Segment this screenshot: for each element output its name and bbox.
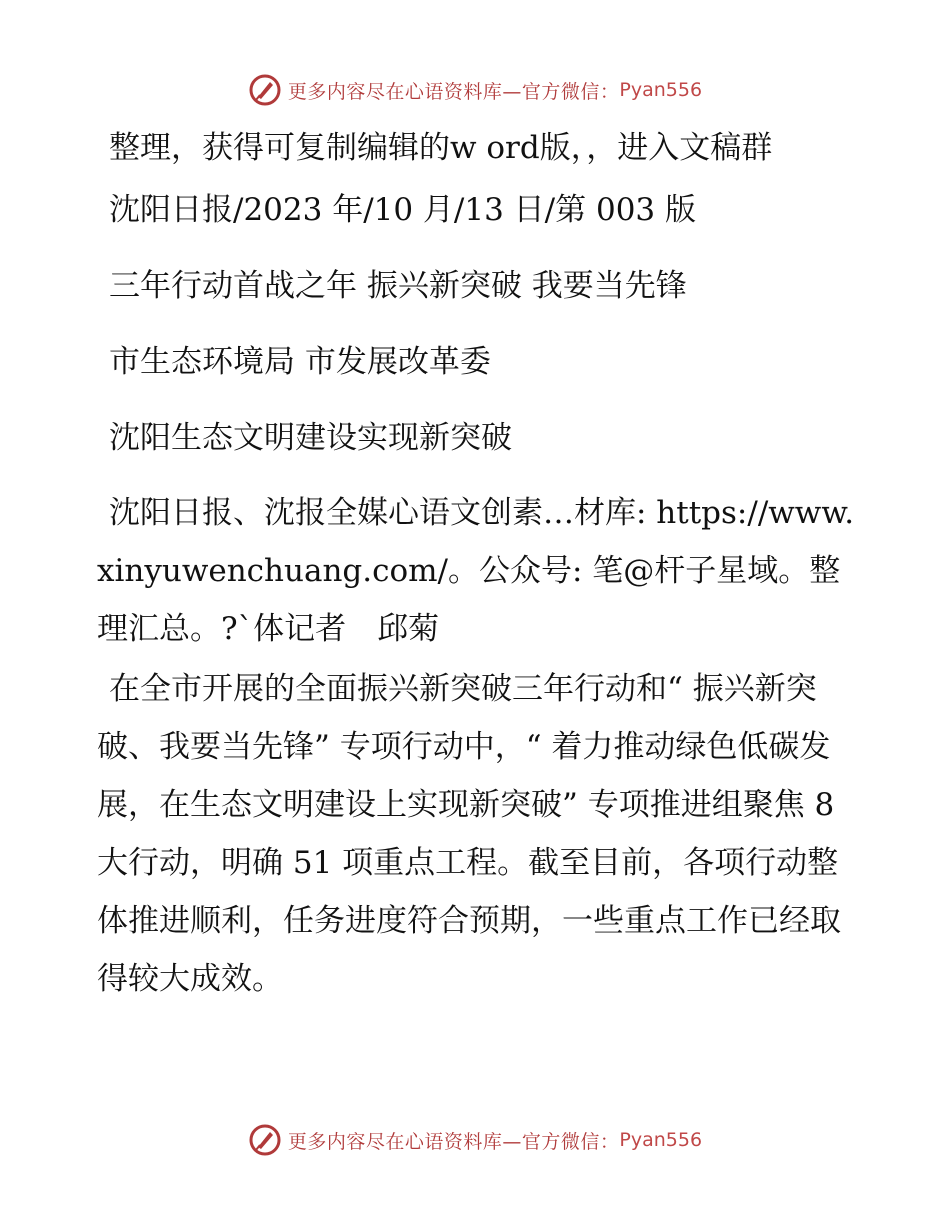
- paragraph-column-title: 三年行动首战之年 振兴新突破 我要当先锋: [109, 268, 687, 304]
- paragraph-body: 在全市开展的全面振兴新突破三年行动和“ 振兴新突破、我要当先锋” 专项行动中，“ 着力推动绿色低碳发展，在生态文明建设上实现新突破” 专项推进组聚焦 8 大行动，明确 51 项重点工程。截至目前，各项行动整体推进顺利，任务进度符合预期，一些重点工作已经取得较大成效。: [97, 671, 841, 997]
- quill-pen-circle-icon: [248, 73, 282, 107]
- paragraph-byline: 沈阳日报、沈报全媒心语文创素…材库: https://www.xinyuwenchuang.com/。公众号: 笔@杆子星域。整理汇总。?`体记者 邱菊: [97, 495, 855, 647]
- footer-watermark-banner: [0, 1120, 950, 1160]
- paragraph-note: 整理，获得可复制编辑的w ord版，，进入文稿群: [109, 130, 773, 166]
- paragraph-authors: 市生态环境局 市发展改革委: [109, 344, 491, 380]
- paragraph-source: 沈阳日报/2023 年/10 月/13 日/第 003 版: [109, 192, 697, 228]
- header-watermark-banner: [0, 70, 950, 110]
- banner-wechat-id: Pyan556: [619, 79, 703, 101]
- banner-text: 更多内容尽在心语资料库—官方微信：: [287, 80, 620, 103]
- document-body: [97, 118, 857, 1024]
- banner-wechat-id: Pyan556: [619, 1129, 703, 1151]
- banner-text: 更多内容尽在心语资料库—官方微信：: [287, 1130, 620, 1153]
- paragraph-headline: 沈阳生态文明建设实现新突破: [109, 420, 512, 456]
- quill-pen-circle-icon: [248, 1123, 282, 1157]
